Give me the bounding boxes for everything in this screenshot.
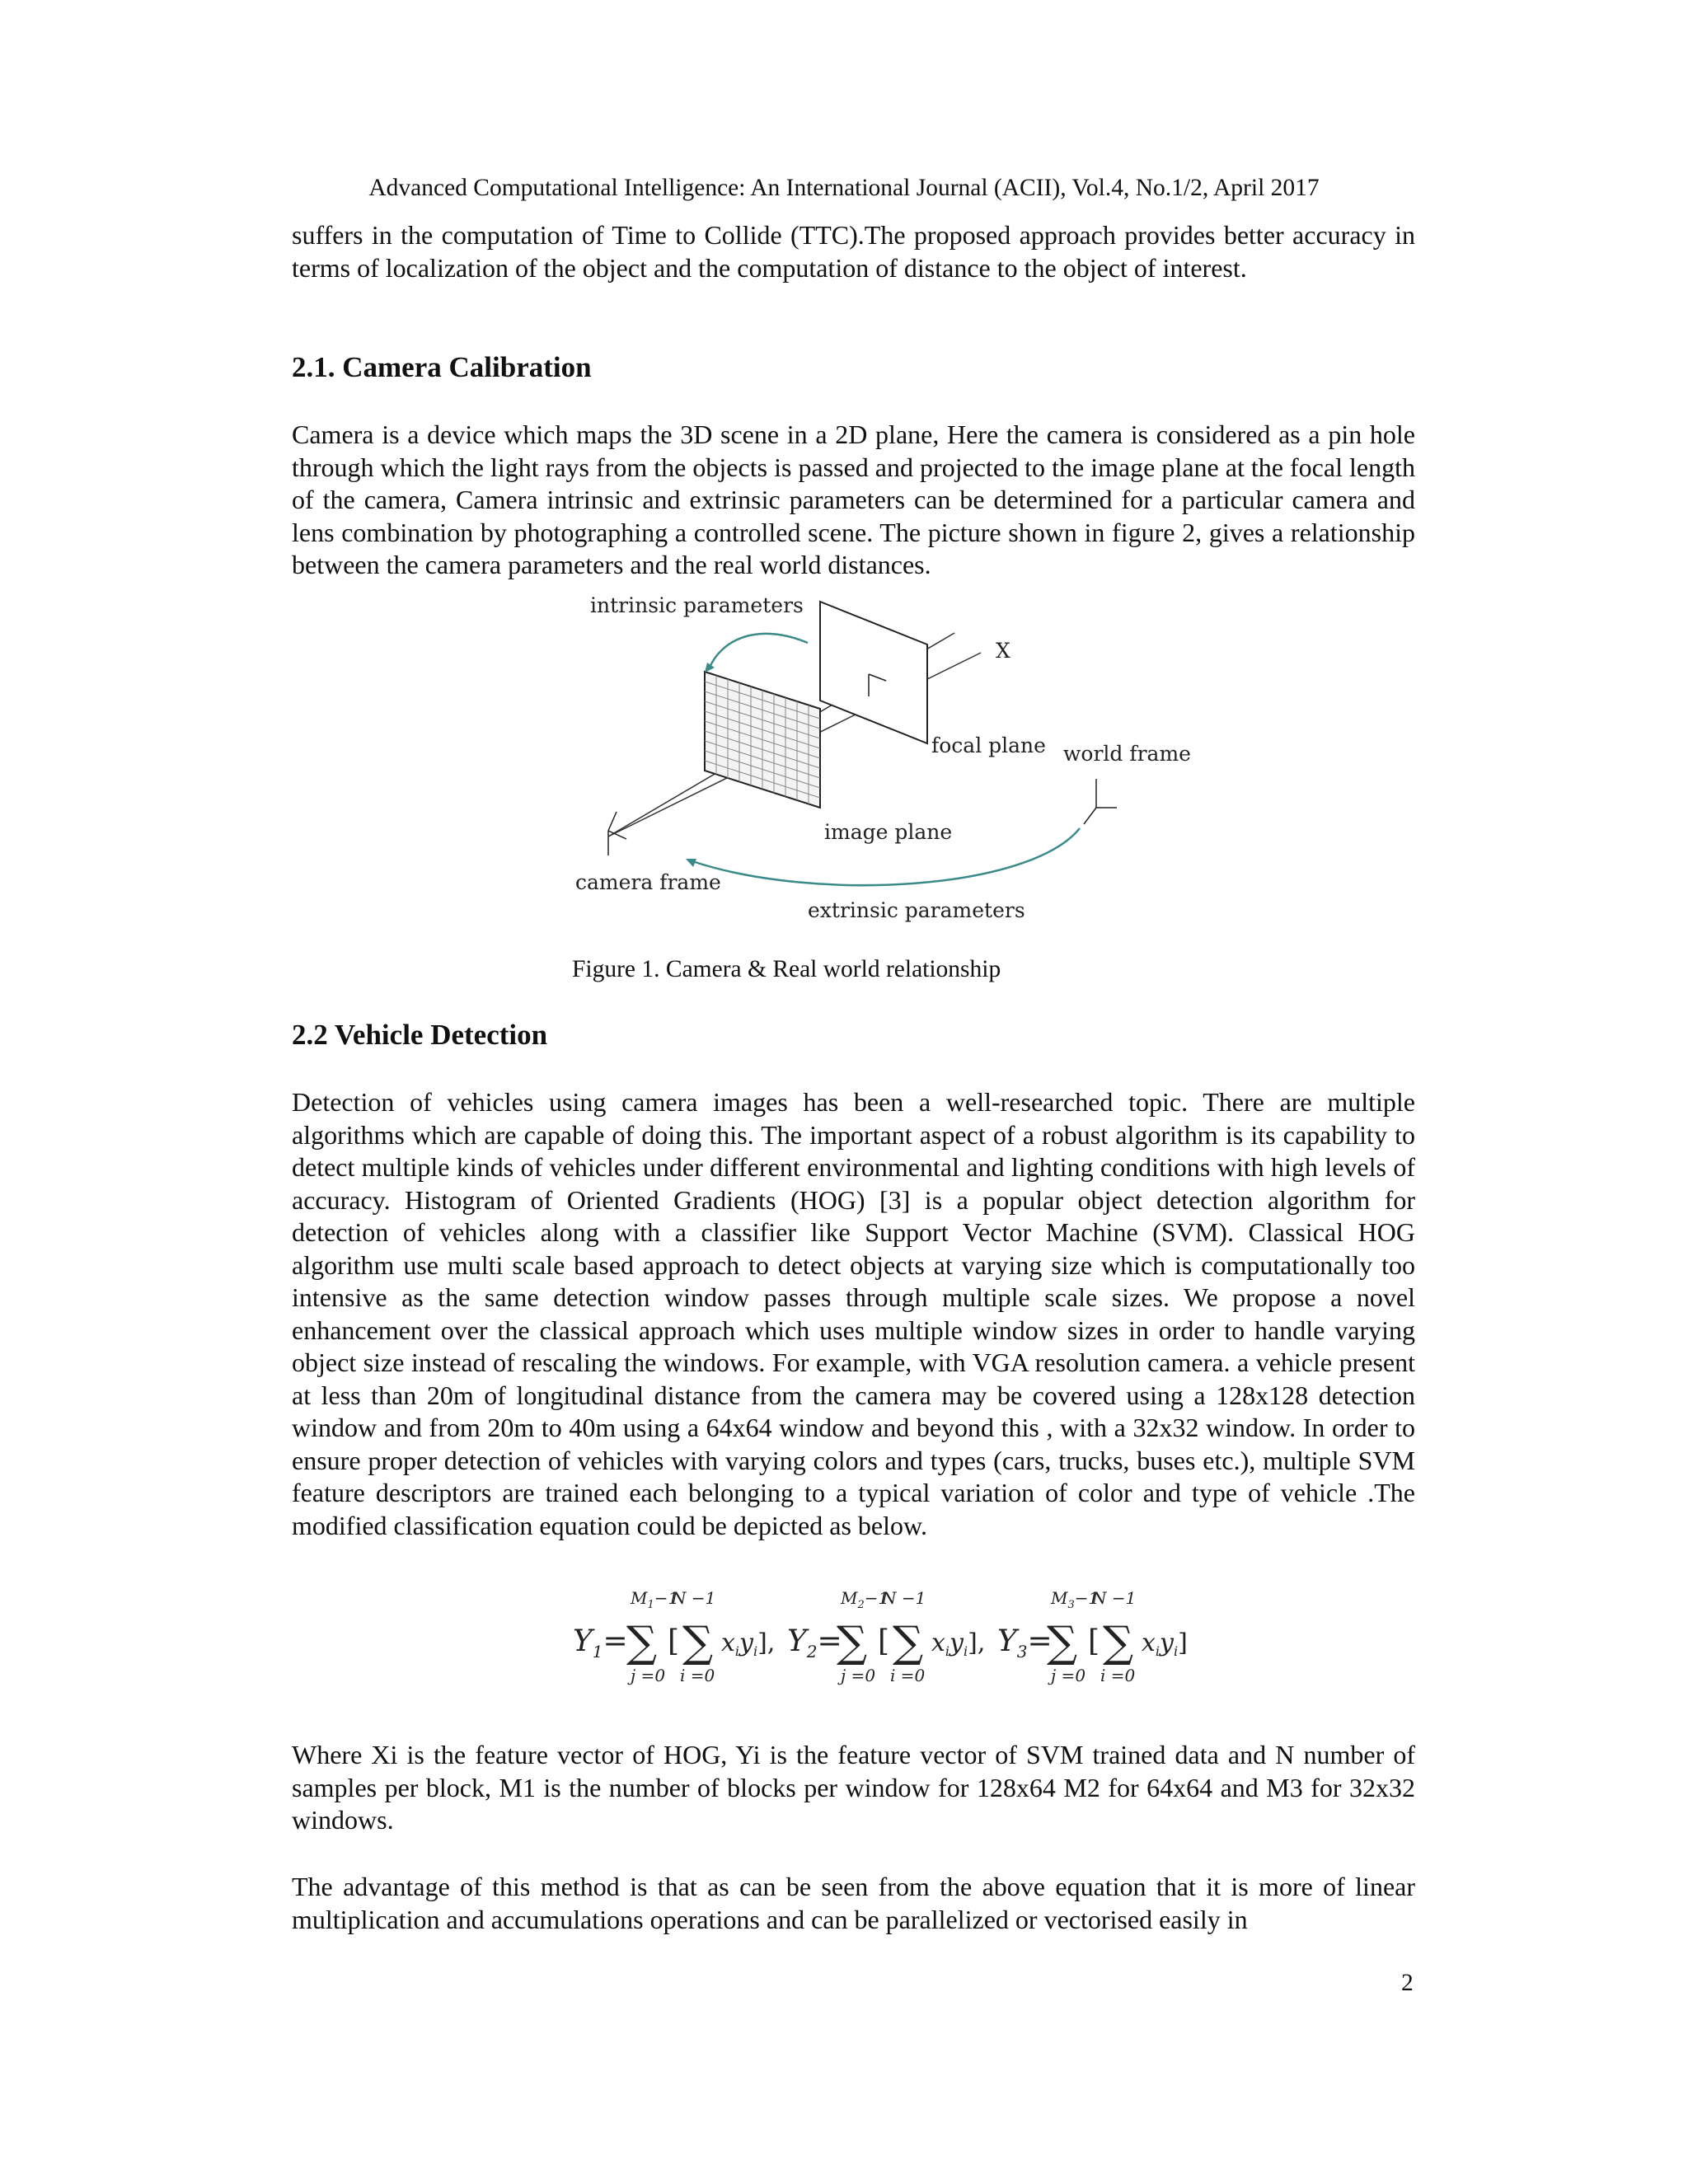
intro-continuation-paragraph: suffers in the computation of Time to Collide (TTC).The proposed approach provides better accuracy in terms of localization of the object and the computation of distance to the object of interest. bbox=[292, 220, 1415, 283]
svg-text:xiyi],: $x_iy_i$], bbox=[931, 1629, 986, 1659]
image-plane-grid bbox=[705, 672, 820, 808]
svg-text:Y2=: $Y_2=$ bbox=[787, 1624, 842, 1661]
svg-text:[: [ bbox=[668, 1624, 680, 1658]
intrinsic-label: intrinsic parameters bbox=[590, 593, 804, 617]
svg-text:M1−1: $M_1-1$ bbox=[631, 1589, 679, 1611]
section-heading-camera-calibration: 2.1. Camera Calibration bbox=[292, 351, 592, 383]
svg-text:[: [ bbox=[878, 1624, 890, 1658]
where-clause-paragraph: Where Xi is the feature vector of HOG, Yi is the feature vector of SVM trained data and N number of samples per block, M1 is the number of blocks per window for 128x64 M2 for 64x64 and M3 for 32x32 windows. bbox=[292, 1740, 1415, 1835]
camera-frame-axes bbox=[608, 812, 626, 855]
x-axis-label: X bbox=[996, 639, 1010, 663]
svg-text:j =0: j =0 bbox=[1051, 1666, 1086, 1685]
figure-caption-text: Figure 1. Camera & Real world relationship bbox=[572, 956, 1001, 982]
equation-svg bbox=[569, 1589, 1203, 1688]
svg-text:∑: ∑ bbox=[1103, 1618, 1134, 1667]
advantage-paragraph: The advantage of this method is that as can be seen from the above equation that it is more of linear multiplication and accumulations operations and can be parallelized or vectorised easily in bbox=[292, 1872, 1415, 1934]
svg-text:Y3=: $Y_3=$ bbox=[997, 1624, 1053, 1661]
camera-frame-label: camera frame bbox=[575, 870, 721, 894]
svg-text:N −1: N −1 bbox=[882, 1589, 926, 1608]
image-plane-label: image plane bbox=[824, 820, 953, 844]
svg-text:i =0: i =0 bbox=[890, 1666, 926, 1685]
section-heading-vehicle-detection: 2.2 Vehicle Detection bbox=[292, 1019, 548, 1051]
svg-text:xiyi]: $x_iy_i$] bbox=[1142, 1629, 1188, 1659]
equation-y1: $Y_1=$ bbox=[573, 1624, 628, 1661]
svg-text:j =0: j =0 bbox=[841, 1666, 876, 1685]
svg-text:∑: ∑ bbox=[837, 1618, 868, 1667]
vehicle-detection-paragraph: Detection of vehicles using camera images has been a well-researched topic. There are multiple algorithms which are capable of doing this. The important aspect of a robust algorithm is its capability to detect multiple kinds of vehicles under different environmental and lighting conditions with high levels of accuracy. Histogram of Oriented Gradients (HOG) [3] is a popular object detection algorithm for detection of vehicles along with a classifier like Support Vector Machine (SVM). Classical HOG algorithm use multi scale based approach to detect objects at varying size which is computationally too intensive as the same detection window passes through multiple scale sizes. We propose a novel enhancement over the classical approach which uses multiple window sizes in order to handle varying object size instead of rescaling the windows. For example, with VGA resolution camera. a vehicle present at less than 20m of longitudinal distance from the camera may be covered using a 128x128 detection window and from 20m to 40m using a 64x64 window and beyond this , with a 32x32 window. In order to ensure proper detection of vehicles with varying colors and types (cars, trucks, buses etc.), multiple SVM feature descriptors are trained each belonging to a typical variation of color and type of vehicle .The modified classification equation could be depicted as below. bbox=[292, 1087, 1415, 1540]
svg-text:∑: ∑ bbox=[1047, 1618, 1078, 1667]
svg-text:j =0: j =0 bbox=[631, 1666, 666, 1685]
focal-plane-shape bbox=[820, 602, 927, 743]
svg-text:∑: ∑ bbox=[893, 1618, 924, 1667]
svg-text:N −1: N −1 bbox=[1092, 1589, 1137, 1608]
intrinsic-arrow bbox=[709, 634, 808, 669]
svg-text:M2−1: $M_2-1$ bbox=[841, 1589, 889, 1611]
extrinsic-label: extrinsic parameters bbox=[808, 898, 1025, 922]
svg-text:xiyi],: $x_iy_i$], bbox=[721, 1629, 776, 1659]
page-number: 2 bbox=[1401, 1970, 1414, 1996]
svg-text:N −1: N −1 bbox=[672, 1589, 716, 1608]
running-header: Advanced Computational Intelligence: An International Journal (ACII), Vol.4, No.1/2, April 2017 bbox=[368, 175, 1320, 201]
camera-world-figure bbox=[569, 593, 1195, 931]
svg-text:i =0: i =0 bbox=[1100, 1666, 1136, 1685]
focal-plane-label: focal plane bbox=[931, 733, 1046, 757]
svg-text:∑: ∑ bbox=[626, 1618, 658, 1667]
classification-equation bbox=[569, 1589, 1203, 1688]
svg-text:[: [ bbox=[1088, 1624, 1100, 1658]
camera-calibration-paragraph: Camera is a device which maps the 3D scene in a 2D plane, Here the camera is considered as a pin hole through which the light rays from the objects is passed and projected to the image plane at the focal length of the camera, Camera intrinsic and extrinsic parameters can be determined for a particular camera and lens combination by photographing a controlled scene. The picture shown in figure 2, gives a relationship between the camera parameters and the real world distances. bbox=[292, 419, 1415, 579]
world-frame-axes bbox=[1084, 779, 1117, 824]
svg-text:M3−1: $M_3-1$ bbox=[1051, 1589, 1100, 1611]
svg-text:i =0: i =0 bbox=[680, 1666, 715, 1685]
svg-text:∑: ∑ bbox=[682, 1618, 714, 1667]
world-frame-label: world frame bbox=[1063, 742, 1191, 766]
